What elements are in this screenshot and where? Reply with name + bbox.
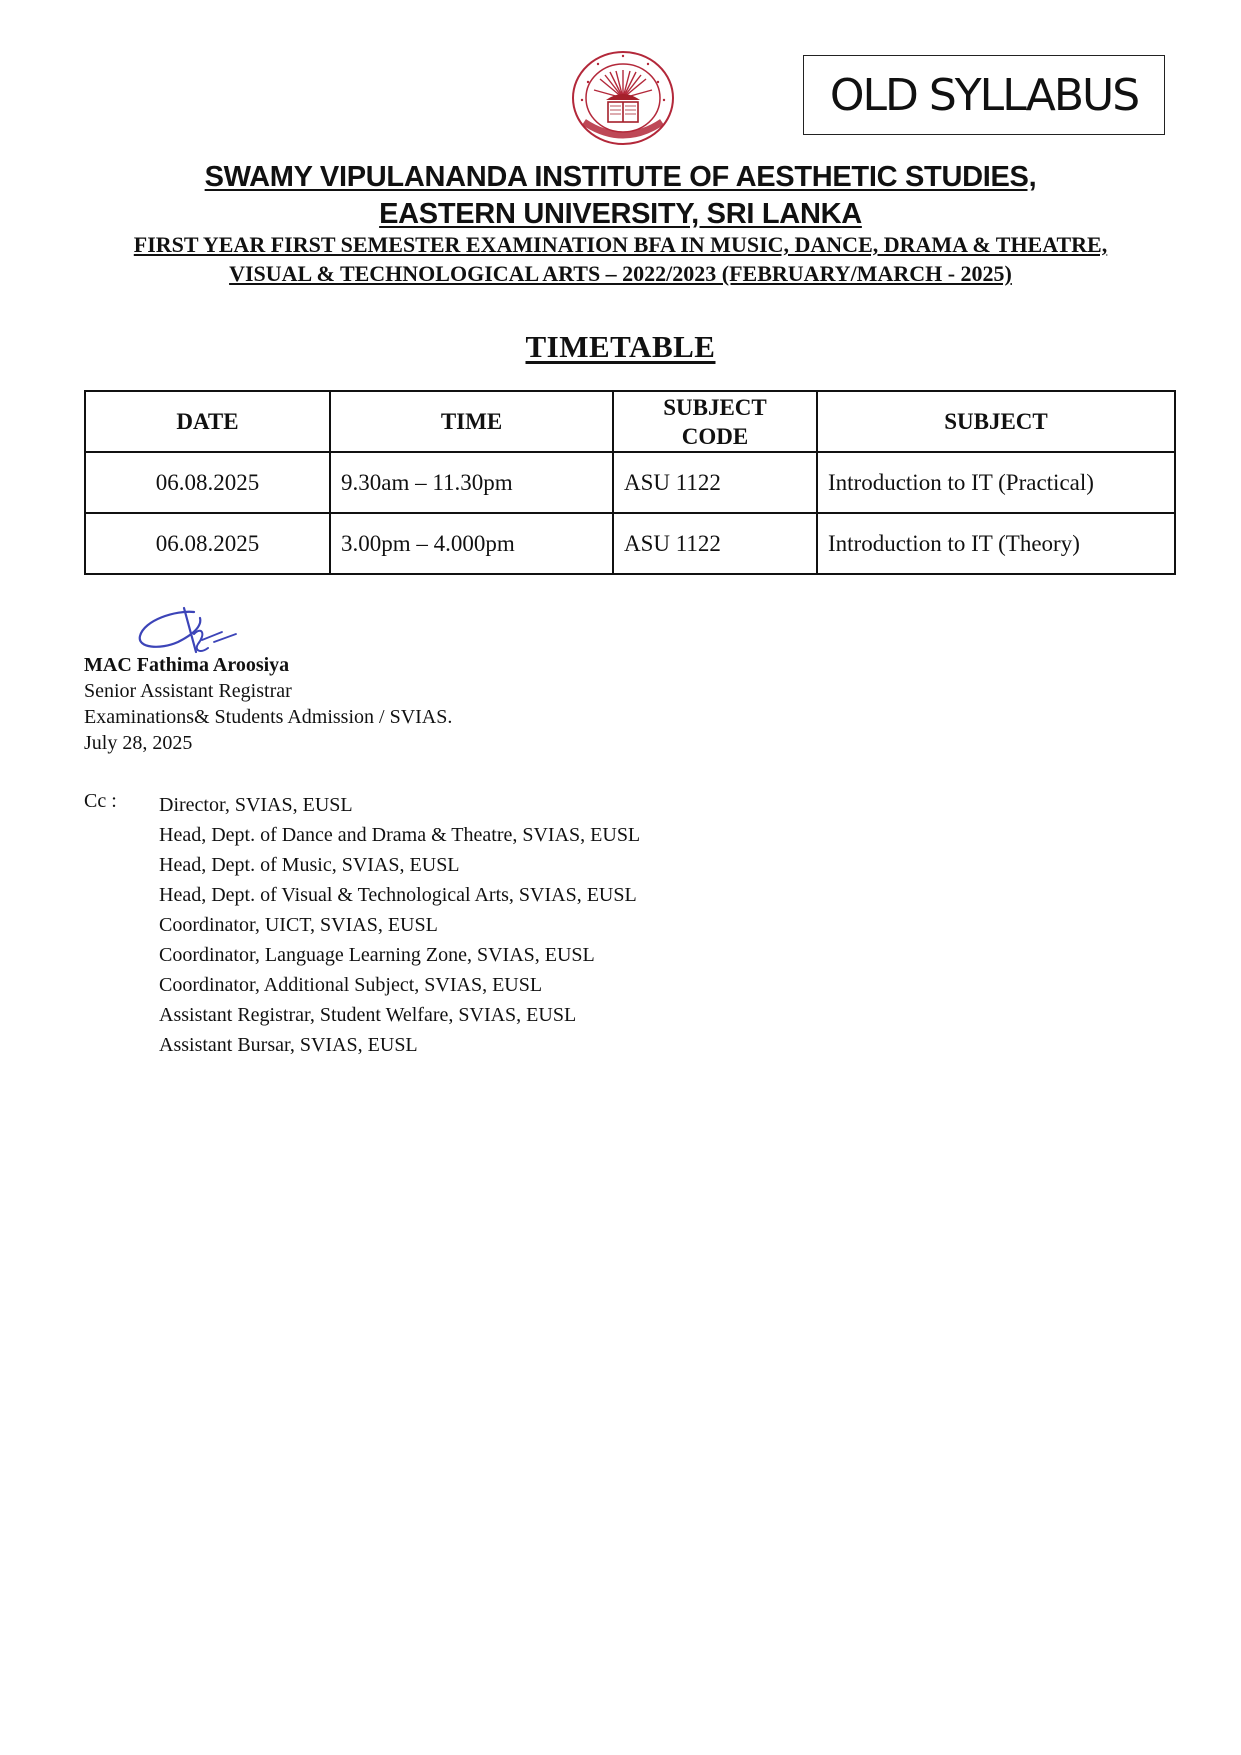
timetable-title: TIMETABLE bbox=[525, 329, 716, 364]
header-date: DATE bbox=[85, 391, 330, 452]
signatory-block bbox=[84, 652, 452, 756]
old-syllabus-stamp bbox=[803, 55, 1165, 135]
header-time: TIME bbox=[330, 391, 613, 452]
cc-recipient: Assistant Bursar, SVIAS, EUSL bbox=[159, 1034, 418, 1056]
timetable-table bbox=[84, 390, 1176, 575]
cc-recipient: Assistant Registrar, Student Welfare, SVIAS, EUSL bbox=[159, 1004, 577, 1026]
document-date: July 28, 2025 bbox=[84, 732, 193, 754]
signatory-title: Senior Assistant Registrar bbox=[84, 680, 292, 702]
cell-time: 3.00pm – 4.000pm bbox=[330, 513, 613, 574]
signatory-office: Examinations& Students Admission / SVIAS. bbox=[84, 706, 453, 728]
cell-date: 06.08.2025 bbox=[85, 452, 330, 513]
institute-name-line2: EASTERN UNIVERSITY, SRI LANKA bbox=[379, 198, 862, 230]
table-header-row bbox=[85, 391, 1175, 452]
cc-recipient: Director, SVIAS, EUSL bbox=[159, 794, 353, 816]
cell-subject: Introduction to IT (Practical) bbox=[817, 452, 1175, 513]
table-row bbox=[85, 452, 1175, 513]
cell-subject: Introduction to IT (Theory) bbox=[817, 513, 1175, 574]
cc-recipient: Head, Dept. of Music, SVIAS, EUSL bbox=[159, 854, 460, 876]
cc-recipient: Head, Dept. of Visual & Technological Arts, SVIAS, EUSL bbox=[159, 884, 637, 906]
cell-code: ASU 1122 bbox=[613, 452, 817, 513]
cc-recipient: Coordinator, UICT, SVIAS, EUSL bbox=[159, 914, 438, 936]
cc-recipient: Coordinator, Language Learning Zone, SVIAS, EUSL bbox=[159, 944, 595, 966]
old-syllabus-label: OLD SYLLABUS bbox=[829, 69, 1139, 121]
header-subject-code bbox=[613, 391, 817, 452]
cell-code: ASU 1122 bbox=[613, 513, 817, 574]
header-subject: SUBJECT bbox=[817, 391, 1175, 452]
institute-name-line1: SWAMY VIPULANANDA INSTITUTE OF AESTHETIC STUDIES, bbox=[204, 161, 1037, 193]
exam-title-line2: VISUAL & TECHNOLOGICAL ARTS – 2022/2023 (FEBRUARY/MARCH - 2025) bbox=[229, 261, 1012, 286]
exam-title-line1: FIRST YEAR FIRST SEMESTER EXAMINATION BFA IN MUSIC, DANCE, DRAMA & THEATRE, bbox=[133, 232, 1108, 257]
cc-recipient: Coordinator, Additional Subject, SVIAS, EUSL bbox=[159, 974, 543, 996]
cc-label: Cc : bbox=[84, 790, 117, 812]
cell-date: 06.08.2025 bbox=[85, 513, 330, 574]
signatory-name: MAC Fathima Aroosiya bbox=[84, 654, 290, 676]
table-row bbox=[85, 513, 1175, 574]
header-subject-code-line1: SUBJECT bbox=[663, 394, 767, 420]
header-subject-code-line2: CODE bbox=[681, 423, 749, 449]
cell-time: 9.30am – 11.30pm bbox=[330, 452, 613, 513]
cc-recipient: Head, Dept. of Dance and Drama & Theatre, SVIAS, EUSL bbox=[159, 824, 641, 846]
university-logo bbox=[570, 48, 676, 148]
cc-list bbox=[159, 790, 640, 1060]
